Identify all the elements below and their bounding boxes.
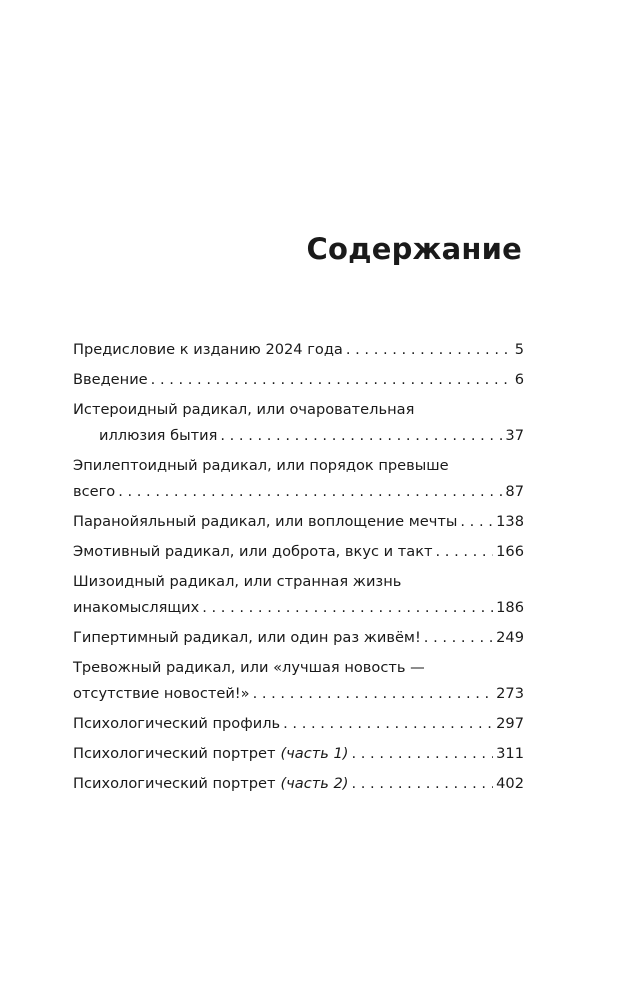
dot-leader	[253, 681, 494, 707]
toc-entry-paranoid[interactable]	[73, 509, 524, 535]
toc-entry-title-line2: всего	[73, 483, 116, 500]
toc-page-number: 37	[505, 427, 524, 444]
dot-leader	[202, 595, 493, 621]
toc-entry-title-line1: Тревожный радикал, или «лучшая новость —	[73, 659, 425, 676]
dot-leader	[352, 771, 494, 797]
toc-entry-schizoid[interactable]	[73, 569, 524, 621]
toc-row	[73, 509, 524, 535]
toc-page-number: 5	[514, 341, 524, 358]
toc-page-number: 87	[505, 483, 524, 500]
toc-page-number: 249	[496, 629, 524, 646]
dot-leader	[460, 509, 493, 535]
toc-entry-title: Эмотивный радикал, или доброта, вкус и такт	[73, 543, 433, 560]
toc-row	[73, 625, 524, 651]
toc-entry-part: (часть 1)	[280, 745, 349, 762]
toc-entry-epileptoid[interactable]	[73, 453, 524, 505]
dot-leader	[118, 479, 502, 505]
toc-row	[73, 337, 524, 363]
toc-entry-psych-portrait-1[interactable]	[73, 741, 524, 767]
toc-entry-part: (часть 2)	[280, 775, 349, 792]
toc-entry-emotive[interactable]	[73, 539, 524, 565]
toc-entry-title: Предисловие к изданию 2024 года	[73, 341, 343, 358]
toc-row	[73, 741, 524, 767]
toc-entry-hyperthymic[interactable]	[73, 625, 524, 651]
toc-entry-title: Психологический портрет	[73, 775, 276, 792]
toc-entry-title-line2: отсутствие новостей!»	[73, 685, 250, 702]
toc-row	[73, 681, 524, 707]
toc-row	[73, 595, 524, 621]
toc-row	[73, 367, 524, 393]
toc-entry-title-line2: инакомыслящих	[73, 599, 200, 616]
toc-entry-title-line1: Эпилептоидный радикал, или порядок превыше	[73, 457, 449, 474]
toc-row	[73, 539, 524, 565]
toc-row	[73, 423, 524, 449]
toc-entry-title: Введение	[73, 371, 148, 388]
toc-entry-title-line1: Истероидный радикал, или очаровательная	[73, 401, 415, 418]
dot-leader	[283, 711, 493, 737]
toc-entry-title: Психологический портрет	[73, 745, 276, 762]
toc-row	[73, 771, 524, 797]
toc-page-number: 138	[496, 513, 524, 530]
dot-leader	[220, 423, 502, 449]
toc-page-number: 402	[496, 775, 524, 792]
dot-leader	[424, 625, 493, 651]
toc-entry-hysteroid[interactable]	[73, 397, 524, 449]
toc-entry-psych-portrait-2[interactable]	[73, 771, 524, 797]
toc-page-number: 6	[514, 371, 524, 388]
dot-leader	[436, 539, 494, 565]
toc-row	[73, 711, 524, 737]
toc-entry-title: Паранойяльный радикал, или воплощение мечты	[73, 513, 458, 530]
toc-entry-anxious[interactable]	[73, 655, 524, 707]
page-title: Содержание	[306, 232, 522, 266]
toc-page-number: 297	[496, 715, 524, 732]
toc-entry-psych-profile[interactable]	[73, 711, 524, 737]
toc-page-number: 166	[496, 543, 524, 560]
toc-page-number: 273	[496, 685, 524, 702]
toc-page-number: 311	[496, 745, 524, 762]
table-of-contents	[73, 337, 524, 801]
toc-entry-title: Психологический профиль	[73, 715, 281, 732]
dot-leader	[151, 367, 512, 393]
dot-leader	[352, 741, 494, 767]
toc-row	[73, 479, 524, 505]
dot-leader	[346, 337, 512, 363]
toc-entry-preface[interactable]	[73, 337, 524, 363]
toc-page-number: 186	[496, 599, 524, 616]
toc-entry-title-line2: иллюзия бытия	[99, 427, 218, 444]
toc-entry-title: Гипертимный радикал, или один раз живём!	[73, 629, 421, 646]
toc-entry-introduction[interactable]	[73, 367, 524, 393]
toc-entry-title-line1: Шизоидный радикал, или странная жизнь	[73, 573, 402, 590]
